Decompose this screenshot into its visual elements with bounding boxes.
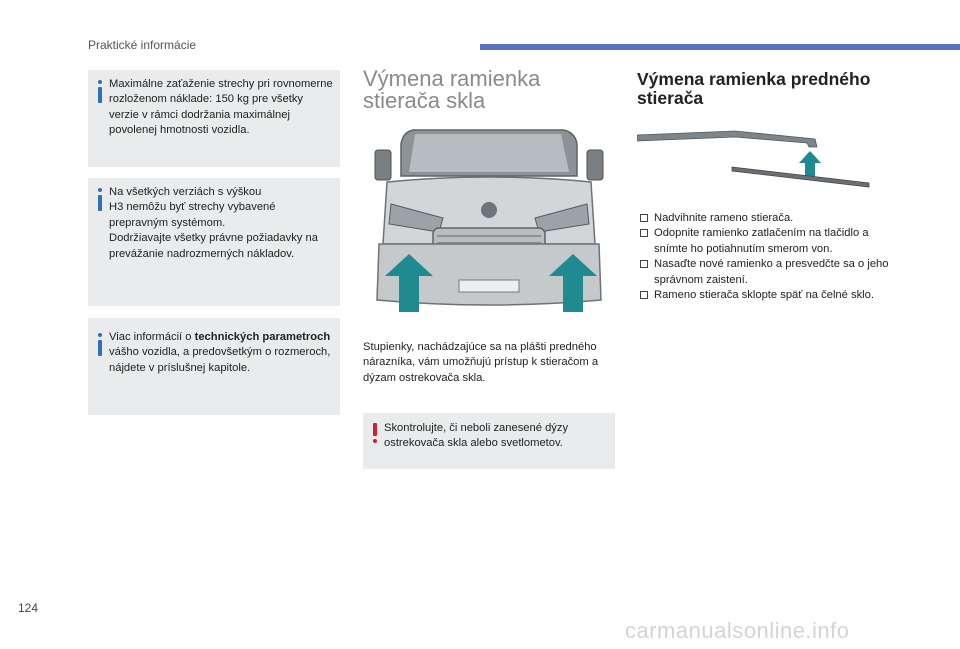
info-text: [109, 330, 334, 376]
step-text: Rameno stierača sklopte späť na čelné sklo.: [654, 289, 874, 302]
info-text: Maximálne zaťaženie strechy pri rovnomerne rozloženom náklade: 150 kg pre všetky verzie v rámci dodržania maximálnej povolenej hmotnosti vozidla.: [109, 78, 333, 137]
info-line: Na všetkých verziách s výškou: [109, 186, 262, 198]
section-title-front-wiper: [637, 70, 870, 108]
title-line: stierača skla: [363, 88, 486, 113]
info-bar: [98, 87, 102, 103]
info-line: H3 nemôžu byť strechy vybavené: [109, 201, 276, 214]
checkbox-icon: [640, 214, 648, 222]
page-number: 124: [18, 601, 39, 615]
info-line: prepravným systémom.: [109, 216, 226, 229]
checkbox-icon: [640, 260, 648, 268]
van-front-image: [363, 124, 615, 320]
title-line: Výmena ramienka predného: [637, 69, 871, 89]
info-text: [109, 185, 334, 262]
warning-text: Skontrolujte, či neboli zanesené dýzy ostrekovača skla alebo svetlometov.: [384, 422, 569, 450]
list-item: [640, 288, 890, 303]
list-item: [640, 211, 890, 226]
steps-paragraph: Stupienky, nachádzajúce sa na plášti predného nárazníka, vám umožňujú prístup k stieračom a dýzam ostrekovača skla.: [363, 341, 599, 384]
section-title-wiper-arm: [363, 68, 540, 112]
wiper-arm-image: [637, 125, 877, 195]
list-item: [640, 226, 890, 257]
warning-box-nozzles: [363, 413, 615, 469]
info-box-roof-load: [88, 70, 340, 167]
technical-parameters-link-text: technických parametroch: [194, 331, 331, 343]
info-icon: [98, 80, 102, 84]
list-item: [640, 257, 890, 288]
title-line: stierača: [637, 88, 704, 108]
step-text: Nasaďte nové ramienko a presvedčte sa o jeho správnom zaistení.: [654, 258, 889, 286]
watermark: carmanualsonline.info: [625, 618, 850, 643]
step-text: Nadvihnite rameno stierača.: [654, 212, 794, 224]
info-text-suffix: vášho vozidla, a predovšetkým o rozmeroch, nájdete v príslušnej kapitole.: [109, 346, 331, 374]
instruction-list: [640, 211, 890, 303]
header-accent-bar: [480, 44, 960, 50]
checkbox-icon: [640, 291, 648, 299]
checkbox-icon: [640, 229, 648, 237]
info-icon: [98, 333, 102, 337]
info-box-technical: [88, 318, 340, 415]
warning-icon-dot: [373, 439, 377, 443]
info-box-roof-h3: [88, 178, 340, 306]
section-header: Praktické informácie: [88, 38, 197, 52]
warning-icon: [373, 423, 377, 436]
info-bar: [98, 195, 102, 211]
info-text-prefix: Viac informácií o: [109, 331, 195, 343]
info-bar: [98, 340, 102, 356]
step-text: Odopnite ramienko zatlačením na tlačidlo a snímte ho potiahnutím smerom von.: [654, 227, 869, 255]
info-icon: [98, 188, 102, 192]
title-line: Výmena ramienka: [363, 66, 541, 91]
info-line: Dodržiavajte všetky právne požiadavky na prevážanie nadrozmerných nákladov.: [109, 232, 318, 260]
